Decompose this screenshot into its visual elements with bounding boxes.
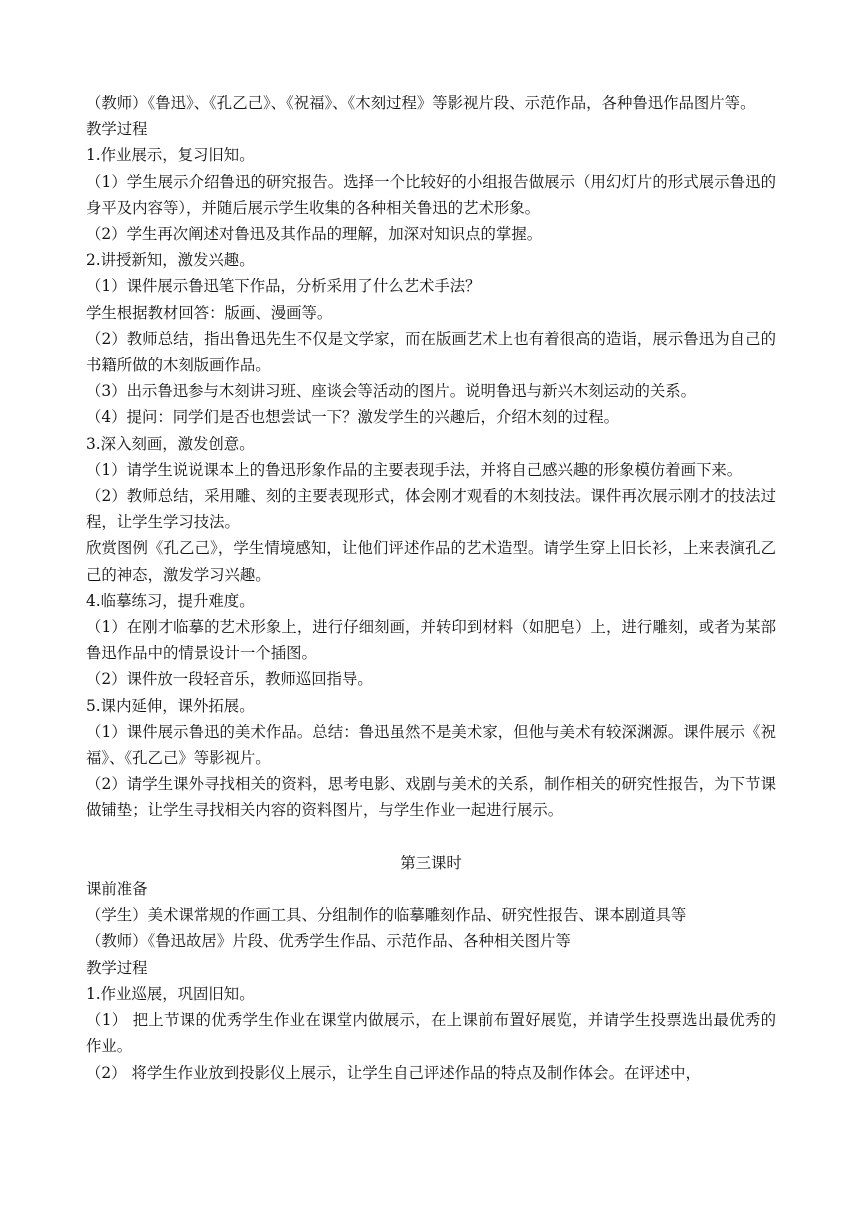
heading-teaching-process: 教学过程	[86, 120, 148, 139]
section-5-heading: 5.课内延伸，课外拓展。	[86, 696, 255, 715]
heading-teaching-process: 教学过程	[86, 958, 148, 977]
paragraph: （2）教师总结，采用雕、刻的主要表现形式，体会刚才观看的木刻技法。课件再次展示刚才的技法过程，让学生学习技法。	[86, 487, 776, 532]
paragraph: （2）课件放一段轻音乐，教师巡回指导。	[86, 670, 373, 689]
paragraph: 欣赏图例《孔乙己》，学生情境感知，让他们评述作品的艺术造型。请学生穿上旧长衫，上来表演孔乙己的神态，激发学习兴趣。	[86, 539, 776, 584]
paragraph: （2）教师总结，指出鲁迅先生不仅是文学家，而在版画艺术上也有着很高的造诣，展示鲁迅为自己的书籍所做的木刻版画作品。	[86, 329, 776, 375]
paragraph: （1）学生展示介绍鲁迅的研究报告。选择一个比较好的小组报告做展示（用幻灯片的形式展示鲁迅的身平及内容等），并随后展示学生收集的各种相关鲁迅的艺术形象。	[86, 172, 776, 217]
paragraph: （1） 把上节课的优秀学生作业在课堂内做展示，在上课前布置好展览，并请学生投票选出最优秀的作业。	[86, 1011, 776, 1056]
document-page	[86, 90, 776, 1086]
paragraph: （4）提问：同学们是否也想尝试一下？激发学生的兴趣后，介绍木刻的过程。	[86, 408, 620, 427]
paragraph: （1）课件展示鲁迅的美术作品。总结：鲁迅虽然不是美术家，但他与美术有较深渊源。课件展示《祝福》、《孔乙己》等影视片。	[86, 722, 776, 768]
blank-line	[86, 824, 776, 850]
paragraph: （2）学生再次阐述对鲁迅及其作品的理解，加深对知识点的掌握。	[86, 225, 543, 244]
paragraph: （2） 将学生作业放到投影仪上展示，让学生自己评述作品的特点及制作体会。在评述中，	[86, 1063, 701, 1082]
section-1-heading: 1.作业展示，复习旧知。	[86, 146, 255, 165]
paragraph: （1）课件展示鲁迅笔下作品，分析采用了什么艺术手法？	[86, 277, 481, 296]
section-1-heading: 1.作业巡展，巩固旧知。	[86, 984, 255, 1003]
heading-preparation: 课前准备	[86, 880, 148, 899]
section-2-heading: 2.讲授新知，激发兴趣。	[86, 251, 255, 270]
paragraph-teacher-materials: （教师）《鲁迅》、《孔乙己》、《祝福》、《木刻过程》等影视片段、示范作品，各种鲁迅作品图片等。	[86, 94, 756, 112]
paragraph: （教师）《鲁迅故居》片段、优秀学生作品、示范作品、各种相关图片等	[86, 932, 571, 951]
paragraph: （3）出示鲁迅参与木刻讲习班、座谈会等活动的图片。说明鲁迅与新兴木刻运动的关系。	[86, 382, 697, 401]
paragraph: （1）在刚才临摹的艺术形象上，进行仔细刻画，并转印到材料（如肥皂）上，进行雕刻，或者为某部鲁迅作品中的情景设计一个插图。	[86, 618, 776, 663]
paragraph: （1）请学生说说课本上的鲁迅形象作品的主要表现手法，并将自己感兴趣的形象模仿着画下来。	[86, 460, 743, 479]
paragraph: 学生根据教材回答：版画、漫画等。	[86, 303, 333, 322]
section-3-heading: 3.深入刻画，激发创意。	[86, 434, 255, 453]
paragraph: （2）请学生课外寻找相关的资料，思考电影、戏剧与美术的关系，制作相关的研究性报告，为下节课做铺垫；让学生寻找相关内容的资料图片，与学生作业一起进行展示。	[86, 775, 776, 820]
paragraph: （学生）美术课常规的作画工具、分组制作的临摹雕刻作品、研究性报告、课本剧道具等	[86, 906, 687, 925]
lesson-3-title: 第三课时	[400, 853, 462, 872]
section-4-heading: 4.临摹练习，提升难度。	[86, 591, 255, 610]
